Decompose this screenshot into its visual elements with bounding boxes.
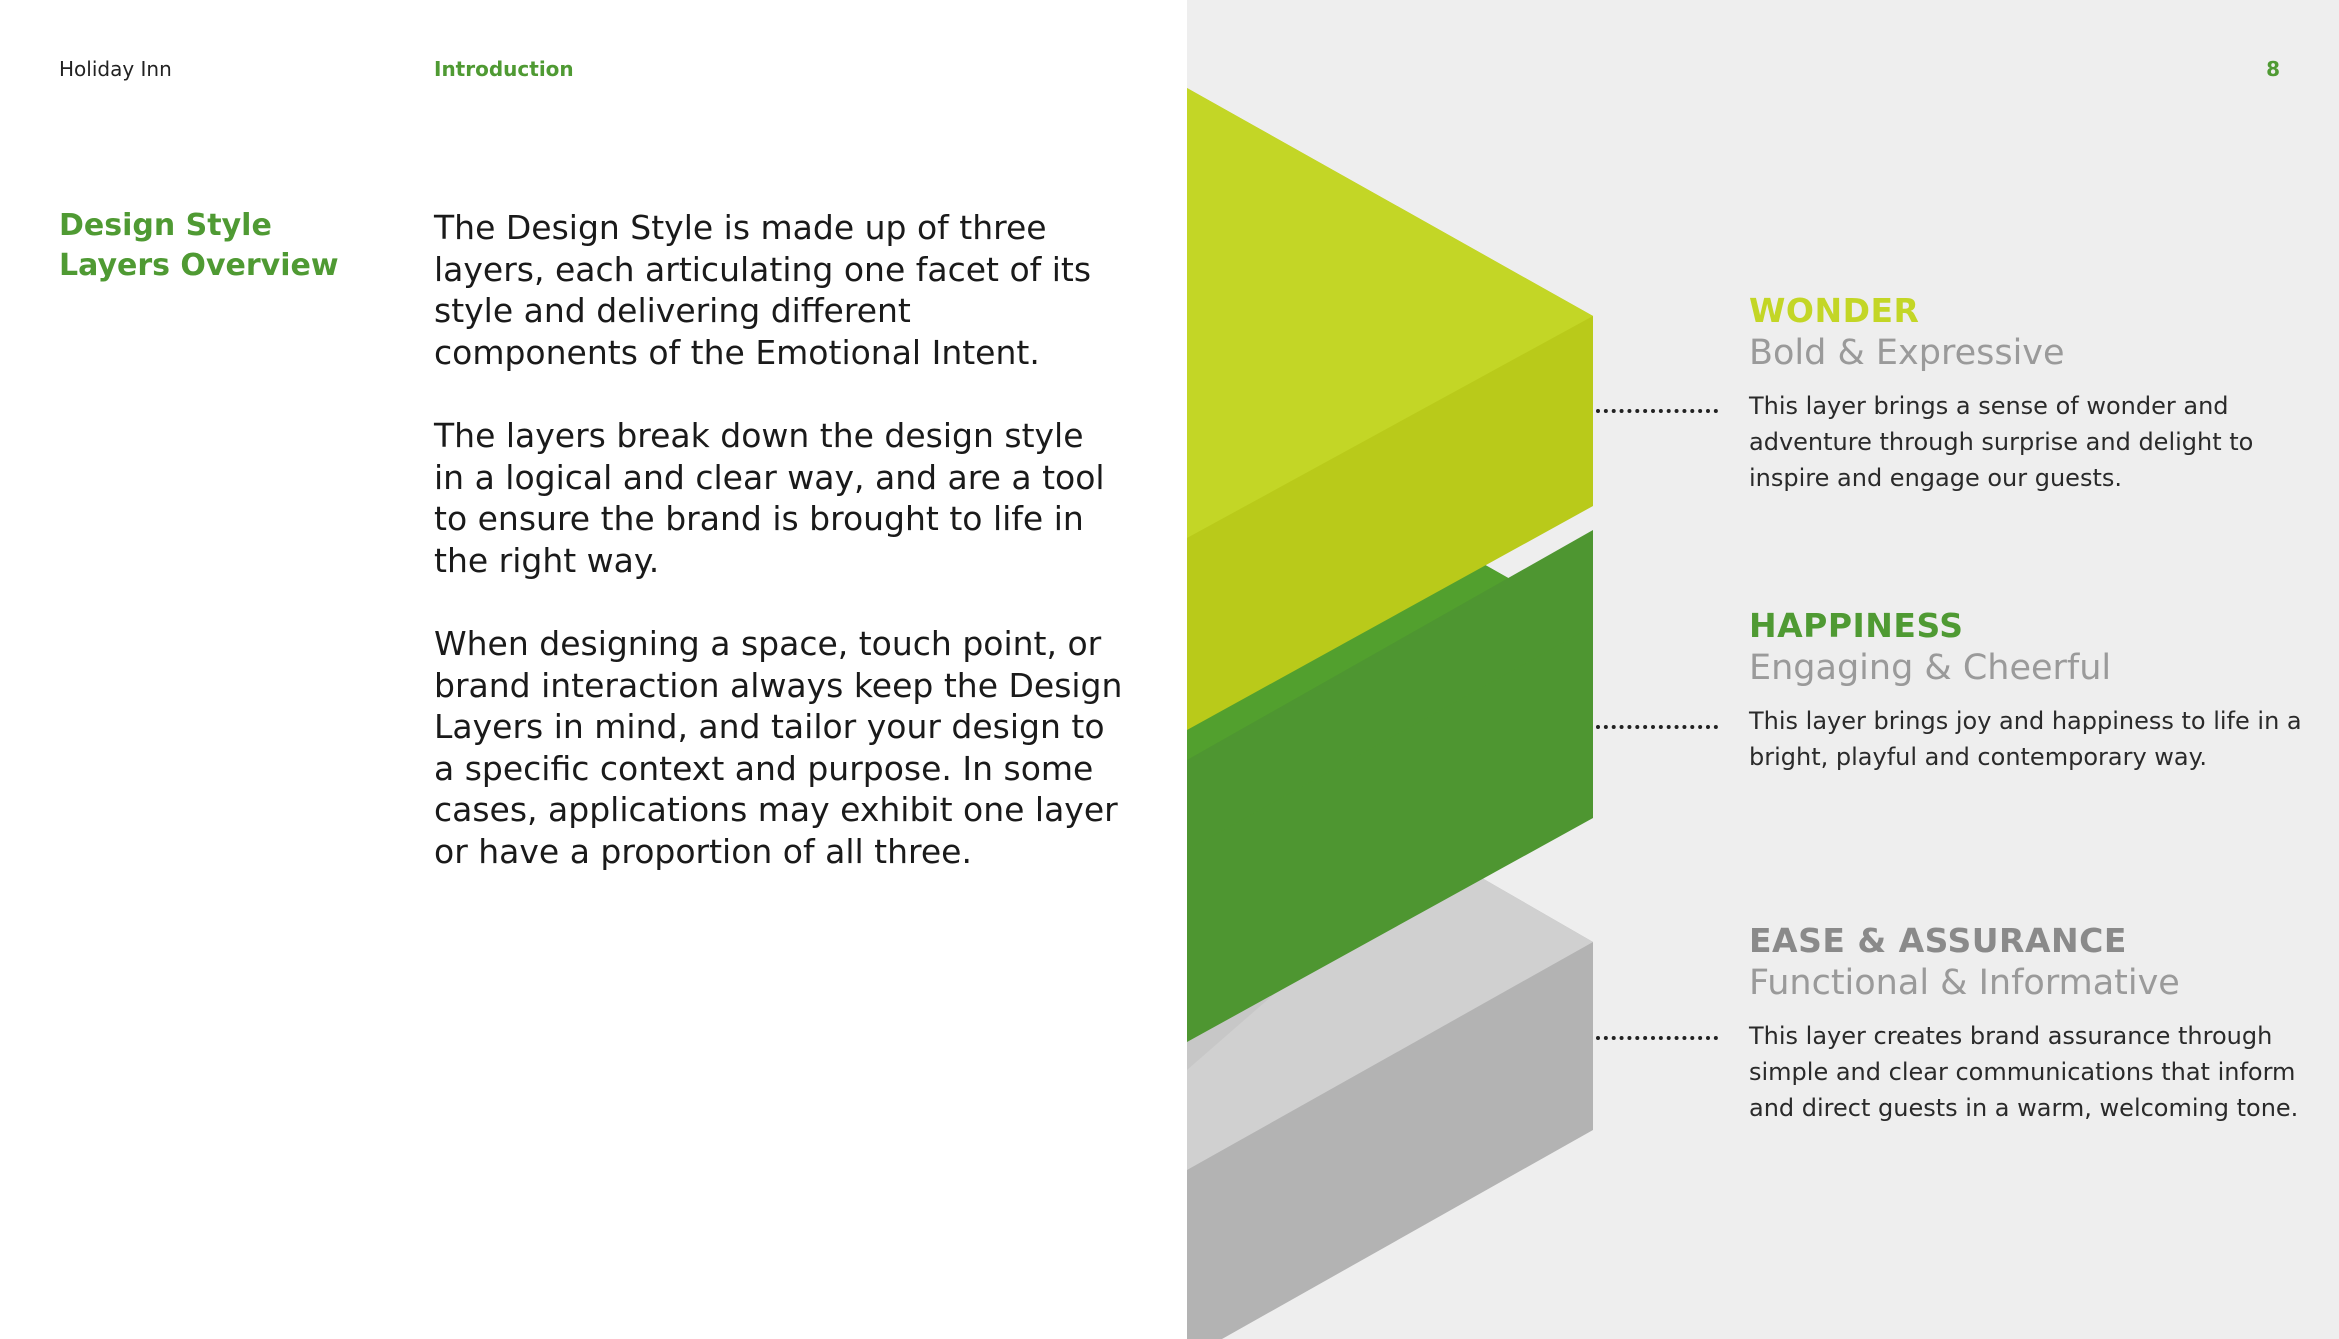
page-number: 8 — [2266, 57, 2280, 81]
body-paragraph-1: The Design Style is made up of three layers, each articulating one facet of its style and delivering different components of the Emotional Intent. — [434, 208, 1092, 372]
ease-label — [1749, 920, 2309, 1126]
happiness-connector — [1596, 725, 1718, 729]
ease-connector — [1596, 1036, 1718, 1040]
body-text — [434, 207, 1124, 914]
ease-description: This layer creates brand assurance through simple and clear communications that inform and direct guests in a warm, welcoming tone. — [1749, 1022, 2299, 1122]
wonder-title: WONDER — [1749, 291, 1920, 330]
happiness-title: HAPPINESS — [1749, 606, 1964, 645]
header-section-title: Introduction — [434, 57, 574, 81]
ease-title: EASE & ASSURANCE — [1749, 921, 2127, 960]
ease-subtitle: Functional & Informative — [1749, 963, 2180, 1003]
body-paragraph-3: When designing a space, touch point, or brand interaction always keep the Design Layers in mind, and tailor your design to a specific context and purpose. In some cases, applications may exhibit one layer or have a proportion of all three. — [434, 623, 1123, 871]
wonder-description: This layer brings a sense of wonder and adventure through surprise and delight to inspire and engage our guests. — [1749, 392, 2254, 492]
happiness-description: This layer brings joy and happiness to life in a bright, playful and contemporary way. — [1749, 707, 2302, 771]
happiness-subtitle: Engaging & Cheerful — [1749, 648, 2112, 688]
happiness-label — [1749, 605, 2309, 775]
side-title: Design Style Layers Overview — [59, 208, 339, 283]
wonder-label — [1749, 290, 2309, 496]
body-paragraph-2: The layers break down the design style in a logical and clear way, and are a tool to ensure the brand is brought to life in the right way. — [434, 415, 1105, 580]
wonder-subtitle: Bold & Expressive — [1749, 333, 2065, 373]
header-brand: Holiday Inn — [59, 57, 172, 81]
wonder-connector — [1596, 409, 1718, 413]
